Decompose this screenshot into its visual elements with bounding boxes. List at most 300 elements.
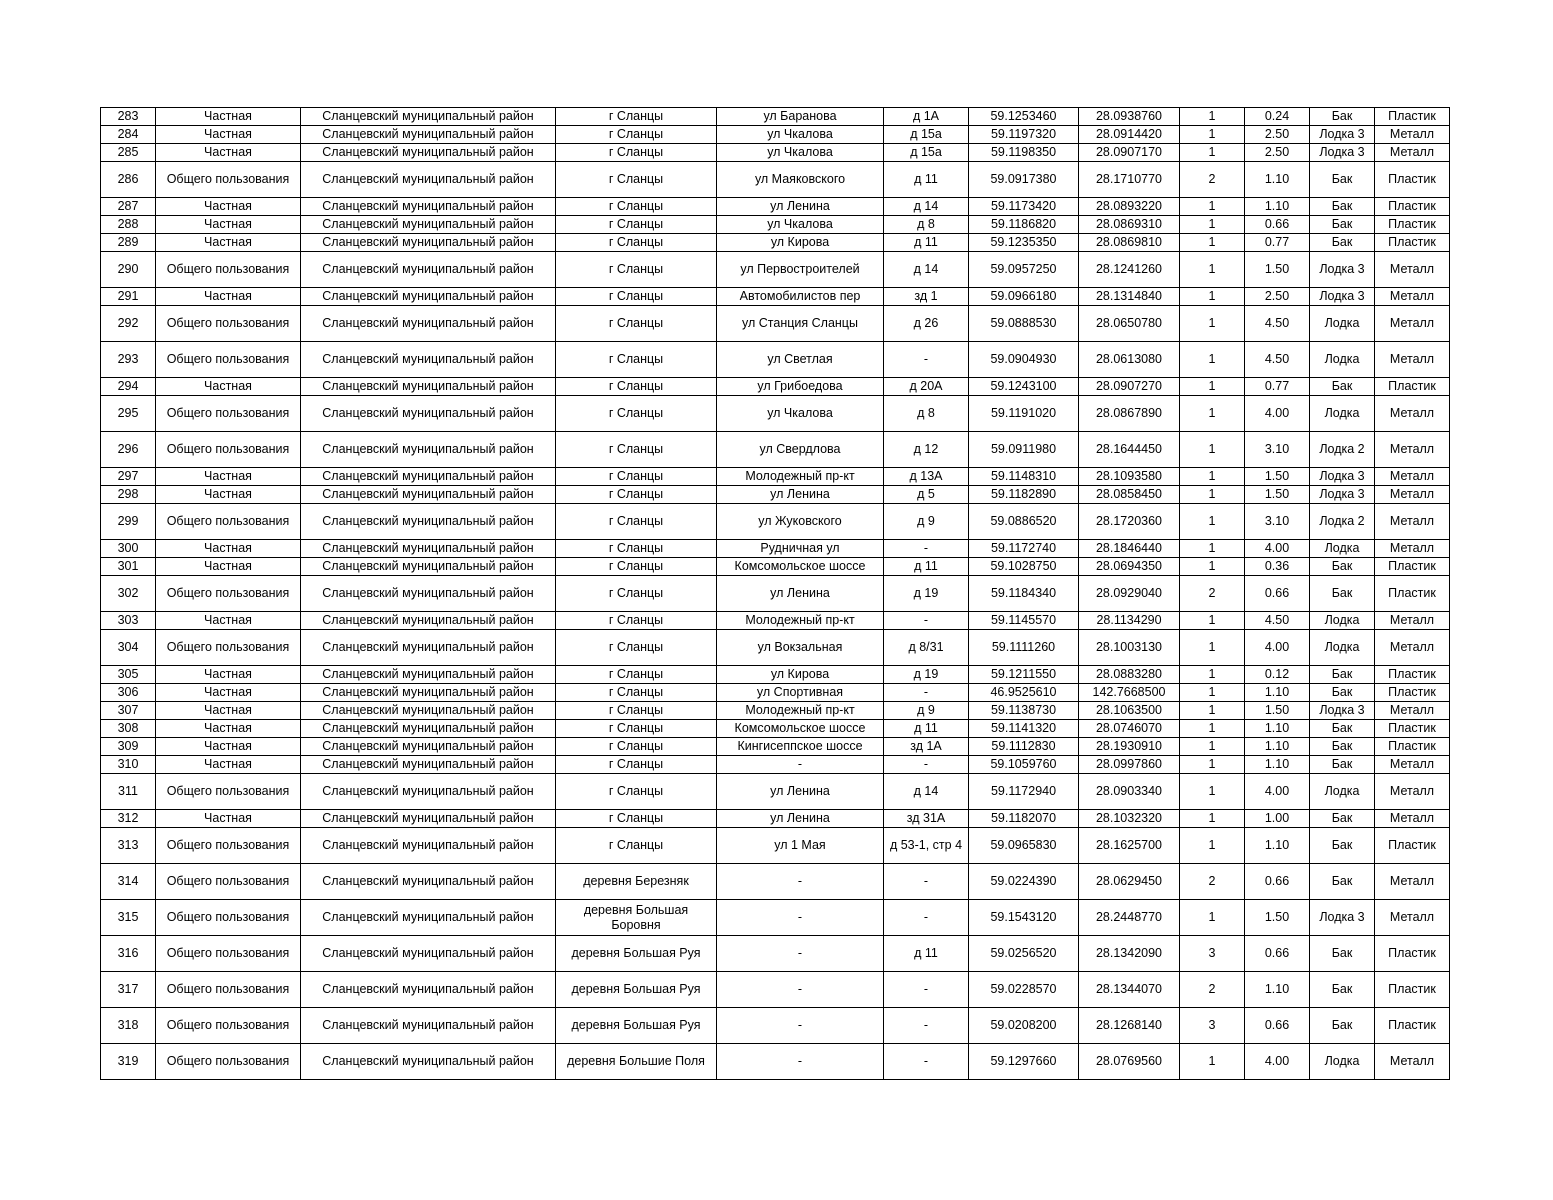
count-cell: 1 [1180,234,1245,252]
row-number-cell: 288 [101,216,156,234]
latitude-cell: 59.0886520 [969,504,1079,540]
latitude-cell: 59.1059760 [969,756,1079,774]
count-cell: 1 [1180,756,1245,774]
table-row [101,198,1450,216]
settlement-cell: г Сланцы [556,216,717,234]
district-cell: Сланцевский муниципальный район [301,864,556,900]
container-type-cell: Лодка 3 [1310,702,1375,720]
district-cell: Сланцевский муниципальный район [301,216,556,234]
count-cell: 1 [1180,198,1245,216]
street-cell: ул Кирова [717,666,884,684]
volume-cell: 0.66 [1245,936,1310,972]
longitude-cell: 28.1093580 [1079,468,1180,486]
settlement-cell: г Сланцы [556,666,717,684]
volume-cell: 1.10 [1245,162,1310,198]
material-cell: Металл [1375,342,1450,378]
latitude-cell: 59.1172940 [969,774,1079,810]
volume-cell: 1.10 [1245,756,1310,774]
latitude-cell: 59.1198350 [969,144,1079,162]
row-number-cell: 312 [101,810,156,828]
longitude-cell: 28.1344070 [1079,972,1180,1008]
latitude-cell: 59.1138730 [969,702,1079,720]
longitude-cell: 28.1625700 [1079,828,1180,864]
container-type-cell: Бак [1310,378,1375,396]
street-cell: - [717,864,884,900]
table-row [101,774,1450,810]
container-type-cell: Бак [1310,738,1375,756]
usage-type-cell: Частная [156,468,301,486]
count-cell: 1 [1180,378,1245,396]
longitude-cell: 28.0929040 [1079,576,1180,612]
longitude-cell: 28.0869810 [1079,234,1180,252]
usage-type-cell: Частная [156,738,301,756]
building-cell: д 15а [884,144,969,162]
volume-cell: 4.50 [1245,306,1310,342]
settlement-cell: г Сланцы [556,702,717,720]
count-cell: 1 [1180,666,1245,684]
container-type-cell: Бак [1310,756,1375,774]
material-cell: Металл [1375,756,1450,774]
latitude-cell: 59.1172740 [969,540,1079,558]
usage-type-cell: Общего пользования [156,630,301,666]
latitude-cell: 59.0966180 [969,288,1079,306]
street-cell: ул 1 Мая [717,828,884,864]
building-cell: д 11 [884,234,969,252]
settlement-cell: г Сланцы [556,774,717,810]
latitude-cell: 59.0911980 [969,432,1079,468]
latitude-cell: 59.0957250 [969,252,1079,288]
building-cell: д 9 [884,702,969,720]
usage-type-cell: Общего пользования [156,432,301,468]
table-row [101,288,1450,306]
volume-cell: 1.50 [1245,486,1310,504]
street-cell: ул Баранова [717,108,884,126]
material-cell: Пластик [1375,576,1450,612]
district-cell: Сланцевский муниципальный район [301,612,556,630]
longitude-cell: 28.1314840 [1079,288,1180,306]
volume-cell: 0.77 [1245,234,1310,252]
building-cell: д 8/31 [884,630,969,666]
settlement-cell: деревня Большие Поля [556,1044,717,1080]
building-cell: д 5 [884,486,969,504]
material-cell: Металл [1375,900,1450,936]
building-cell: д 19 [884,576,969,612]
usage-type-cell: Общего пользования [156,864,301,900]
latitude-cell: 59.1191020 [969,396,1079,432]
container-type-cell: Лодка 3 [1310,126,1375,144]
table-row [101,396,1450,432]
latitude-cell: 59.1211550 [969,666,1079,684]
street-cell: - [717,900,884,936]
latitude-cell: 59.1148310 [969,468,1079,486]
row-number-cell: 297 [101,468,156,486]
longitude-cell: 28.2448770 [1079,900,1180,936]
table-row [101,126,1450,144]
volume-cell: 4.50 [1245,342,1310,378]
usage-type-cell: Общего пользования [156,972,301,1008]
district-cell: Сланцевский муниципальный район [301,342,556,378]
longitude-cell: 28.1710770 [1079,162,1180,198]
container-type-cell: Лодка [1310,774,1375,810]
container-type-cell: Бак [1310,666,1375,684]
count-cell: 1 [1180,900,1245,936]
settlement-cell: г Сланцы [556,828,717,864]
usage-type-cell: Частная [156,720,301,738]
street-cell: ул Жуковского [717,504,884,540]
volume-cell: 0.77 [1245,378,1310,396]
volume-cell: 1.50 [1245,702,1310,720]
district-cell: Сланцевский муниципальный район [301,558,556,576]
longitude-cell: 28.1241260 [1079,252,1180,288]
count-cell: 1 [1180,828,1245,864]
volume-cell: 2.50 [1245,126,1310,144]
latitude-cell: 59.0224390 [969,864,1079,900]
container-type-cell: Лодка [1310,612,1375,630]
table-row [101,306,1450,342]
latitude-cell: 59.1173420 [969,198,1079,216]
count-cell: 1 [1180,342,1245,378]
material-cell: Металл [1375,288,1450,306]
row-number-cell: 298 [101,486,156,504]
district-cell: Сланцевский муниципальный район [301,756,556,774]
count-cell: 1 [1180,630,1245,666]
count-cell: 1 [1180,810,1245,828]
row-number-cell: 295 [101,396,156,432]
count-cell: 1 [1180,216,1245,234]
settlement-cell: г Сланцы [556,576,717,612]
latitude-cell: 59.0256520 [969,936,1079,972]
material-cell: Пластик [1375,558,1450,576]
longitude-cell: 28.1720360 [1079,504,1180,540]
volume-cell: 3.10 [1245,432,1310,468]
usage-type-cell: Частная [156,684,301,702]
material-cell: Пластик [1375,162,1450,198]
district-cell: Сланцевский муниципальный район [301,1008,556,1044]
district-cell: Сланцевский муниципальный район [301,108,556,126]
material-cell: Пластик [1375,1008,1450,1044]
district-cell: Сланцевский муниципальный район [301,378,556,396]
district-cell: Сланцевский муниципальный район [301,1044,556,1080]
row-number-cell: 305 [101,666,156,684]
count-cell: 3 [1180,936,1245,972]
table-row [101,432,1450,468]
row-number-cell: 289 [101,234,156,252]
row-number-cell: 314 [101,864,156,900]
longitude-cell: 28.1846440 [1079,540,1180,558]
settlement-cell: г Сланцы [556,558,717,576]
latitude-cell: 59.1243100 [969,378,1079,396]
row-number-cell: 287 [101,198,156,216]
container-type-cell: Лодка [1310,396,1375,432]
usage-type-cell: Частная [156,558,301,576]
row-number-cell: 307 [101,702,156,720]
street-cell: Рудничная ул [717,540,884,558]
count-cell: 1 [1180,738,1245,756]
count-cell: 2 [1180,864,1245,900]
settlement-cell: г Сланцы [556,504,717,540]
building-cell: - [884,900,969,936]
volume-cell: 2.50 [1245,144,1310,162]
usage-type-cell: Частная [156,144,301,162]
longitude-cell: 28.0869310 [1079,216,1180,234]
building-cell: д 15а [884,126,969,144]
volume-cell: 4.00 [1245,396,1310,432]
usage-type-cell: Общего пользования [156,504,301,540]
usage-type-cell: Частная [156,486,301,504]
longitude-cell: 28.1268140 [1079,1008,1180,1044]
latitude-cell: 59.1141320 [969,720,1079,738]
settlement-cell: г Сланцы [556,684,717,702]
volume-cell: 1.10 [1245,198,1310,216]
building-cell: д 53-1, стр 4 [884,828,969,864]
longitude-cell: 28.1342090 [1079,936,1180,972]
street-cell: ул Ленина [717,576,884,612]
table-row [101,216,1450,234]
container-type-cell: Лодка 3 [1310,288,1375,306]
latitude-cell: 59.0208200 [969,1008,1079,1044]
volume-cell: 4.00 [1245,1044,1310,1080]
settlement-cell: г Сланцы [556,198,717,216]
count-cell: 1 [1180,612,1245,630]
material-cell: Пластик [1375,738,1450,756]
table-row [101,162,1450,198]
street-cell: ул Маяковского [717,162,884,198]
container-type-cell: Лодка [1310,630,1375,666]
count-cell: 1 [1180,702,1245,720]
container-type-cell: Бак [1310,864,1375,900]
material-cell: Пластик [1375,198,1450,216]
table-row [101,972,1450,1008]
row-number-cell: 319 [101,1044,156,1080]
building-cell: д 14 [884,252,969,288]
latitude-cell: 59.1112830 [969,738,1079,756]
count-cell: 1 [1180,540,1245,558]
material-cell: Металл [1375,540,1450,558]
container-type-cell: Лодка [1310,342,1375,378]
count-cell: 1 [1180,288,1245,306]
district-cell: Сланцевский муниципальный район [301,900,556,936]
row-number-cell: 291 [101,288,156,306]
volume-cell: 1.50 [1245,900,1310,936]
street-cell: ул Чкалова [717,126,884,144]
container-type-cell: Лодка 3 [1310,144,1375,162]
latitude-cell: 59.1297660 [969,1044,1079,1080]
street-cell: Молодежный пр-кт [717,702,884,720]
container-type-cell: Лодка [1310,540,1375,558]
district-cell: Сланцевский муниципальный район [301,126,556,144]
building-cell: - [884,1008,969,1044]
usage-type-cell: Общего пользования [156,828,301,864]
count-cell: 1 [1180,504,1245,540]
building-cell: д 9 [884,504,969,540]
latitude-cell: 59.0228570 [969,972,1079,1008]
count-cell: 1 [1180,432,1245,468]
count-cell: 2 [1180,162,1245,198]
count-cell: 1 [1180,108,1245,126]
latitude-cell: 59.1145570 [969,612,1079,630]
count-cell: 1 [1180,684,1245,702]
settlement-cell: г Сланцы [556,738,717,756]
container-type-cell: Бак [1310,684,1375,702]
district-cell: Сланцевский муниципальный район [301,702,556,720]
row-number-cell: 283 [101,108,156,126]
latitude-cell: 59.1182070 [969,810,1079,828]
volume-cell: 0.66 [1245,216,1310,234]
settlement-cell: г Сланцы [556,756,717,774]
volume-cell: 2.50 [1245,288,1310,306]
material-cell: Пластик [1375,378,1450,396]
street-cell: ул Кирова [717,234,884,252]
table-row [101,702,1450,720]
longitude-cell: 28.1063500 [1079,702,1180,720]
building-cell: - [884,972,969,1008]
building-cell: д 11 [884,162,969,198]
latitude-cell: 59.1028750 [969,558,1079,576]
street-cell: ул Чкалова [717,216,884,234]
usage-type-cell: Частная [156,234,301,252]
district-cell: Сланцевский муниципальный район [301,810,556,828]
row-number-cell: 303 [101,612,156,630]
settlement-cell: деревня Большая Боровня [556,900,717,936]
count-cell: 1 [1180,558,1245,576]
row-number-cell: 308 [101,720,156,738]
container-type-cell: Бак [1310,828,1375,864]
table-row [101,900,1450,936]
container-type-cell: Бак [1310,576,1375,612]
settlement-cell: г Сланцы [556,126,717,144]
longitude-cell: 28.0858450 [1079,486,1180,504]
container-type-cell: Лодка 2 [1310,504,1375,540]
street-cell: ул Ленина [717,810,884,828]
row-number-cell: 313 [101,828,156,864]
count-cell: 1 [1180,1044,1245,1080]
street-cell: ул Вокзальная [717,630,884,666]
usage-type-cell: Общего пользования [156,252,301,288]
building-cell: д 12 [884,432,969,468]
row-number-cell: 286 [101,162,156,198]
container-type-cell: Бак [1310,936,1375,972]
table-row [101,936,1450,972]
district-cell: Сланцевский муниципальный район [301,486,556,504]
container-type-cell: Лодка 3 [1310,468,1375,486]
settlement-cell: г Сланцы [556,612,717,630]
building-cell: - [884,756,969,774]
volume-cell: 4.00 [1245,540,1310,558]
settlement-cell: г Сланцы [556,234,717,252]
street-cell: Комсомольское шоссе [717,558,884,576]
district-cell: Сланцевский муниципальный район [301,630,556,666]
material-cell: Пластик [1375,684,1450,702]
district-cell: Сланцевский муниципальный район [301,666,556,684]
street-cell: ул Спортивная [717,684,884,702]
row-number-cell: 309 [101,738,156,756]
settlement-cell: г Сланцы [556,540,717,558]
data-table [100,107,1450,1080]
street-cell: ул Ленина [717,198,884,216]
table-row [101,576,1450,612]
district-cell: Сланцевский муниципальный район [301,432,556,468]
latitude-cell: 59.1111260 [969,630,1079,666]
building-cell: зд 1А [884,738,969,756]
usage-type-cell: Частная [156,702,301,720]
container-type-cell: Бак [1310,810,1375,828]
district-cell: Сланцевский муниципальный район [301,396,556,432]
settlement-cell: г Сланцы [556,342,717,378]
usage-type-cell: Частная [156,216,301,234]
container-type-cell: Бак [1310,198,1375,216]
settlement-cell: г Сланцы [556,810,717,828]
material-cell: Пластик [1375,972,1450,1008]
volume-cell: 1.50 [1245,252,1310,288]
usage-type-cell: Общего пользования [156,936,301,972]
settlement-cell: г Сланцы [556,396,717,432]
district-cell: Сланцевский муниципальный район [301,738,556,756]
district-cell: Сланцевский муниципальный район [301,162,556,198]
count-cell: 3 [1180,1008,1245,1044]
district-cell: Сланцевский муниципальный район [301,828,556,864]
street-cell: ул Свердлова [717,432,884,468]
row-number-cell: 301 [101,558,156,576]
table-row [101,468,1450,486]
building-cell: д 8 [884,216,969,234]
material-cell: Пластик [1375,720,1450,738]
table-row [101,234,1450,252]
usage-type-cell: Общего пользования [156,342,301,378]
district-cell: Сланцевский муниципальный район [301,306,556,342]
row-number-cell: 315 [101,900,156,936]
street-cell: Автомобилистов пер [717,288,884,306]
building-cell: зд 1 [884,288,969,306]
volume-cell: 3.10 [1245,504,1310,540]
volume-cell: 4.00 [1245,630,1310,666]
building-cell: д 13А [884,468,969,486]
district-cell: Сланцевский муниципальный район [301,684,556,702]
district-cell: Сланцевский муниципальный район [301,972,556,1008]
row-number-cell: 292 [101,306,156,342]
container-type-cell: Лодка [1310,1044,1375,1080]
street-cell: Кингисеппское шоссе [717,738,884,756]
longitude-cell: 28.0883280 [1079,666,1180,684]
building-cell: д 11 [884,720,969,738]
count-cell: 2 [1180,576,1245,612]
usage-type-cell: Частная [156,612,301,630]
latitude-cell: 59.0904930 [969,342,1079,378]
street-cell: - [717,756,884,774]
table-row [101,828,1450,864]
row-number-cell: 290 [101,252,156,288]
table-row [101,684,1450,702]
longitude-cell: 28.0938760 [1079,108,1180,126]
latitude-cell: 59.1253460 [969,108,1079,126]
volume-cell: 0.12 [1245,666,1310,684]
material-cell: Металл [1375,252,1450,288]
row-number-cell: 285 [101,144,156,162]
count-cell: 1 [1180,126,1245,144]
latitude-cell: 46.9525610 [969,684,1079,702]
table-row [101,1044,1450,1080]
settlement-cell: деревня Большая Руя [556,972,717,1008]
container-type-cell: Лодка 3 [1310,900,1375,936]
latitude-cell: 59.0888530 [969,306,1079,342]
container-type-cell: Бак [1310,720,1375,738]
container-type-cell: Лодка 3 [1310,252,1375,288]
volume-cell: 0.66 [1245,576,1310,612]
latitude-cell: 59.1186820 [969,216,1079,234]
usage-type-cell: Частная [156,126,301,144]
street-cell: Комсомольское шоссе [717,720,884,738]
row-number-cell: 302 [101,576,156,612]
table-row [101,144,1450,162]
